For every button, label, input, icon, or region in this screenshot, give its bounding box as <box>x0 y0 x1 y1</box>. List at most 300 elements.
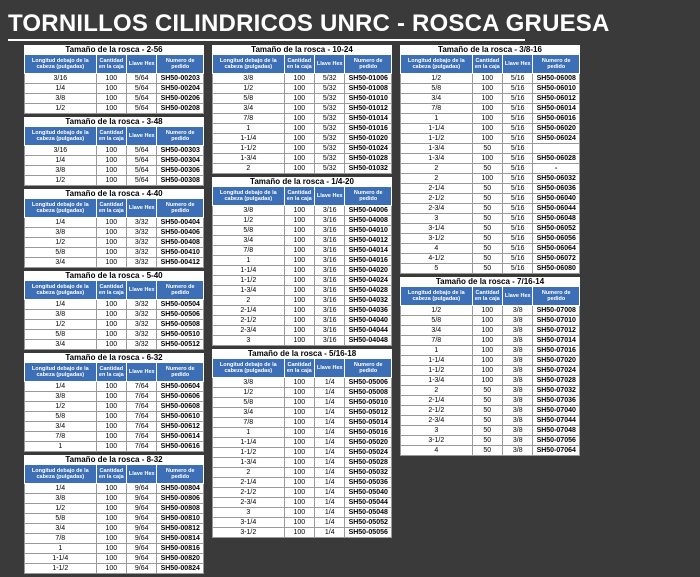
cell-part-number: SH50-04010 <box>345 226 392 236</box>
cell-part-number: SH50-04016 <box>345 256 392 266</box>
cell-quantity: 50 <box>472 194 502 204</box>
cell-hex-key: 5/16 <box>503 184 533 194</box>
table-row <box>213 276 392 286</box>
cell-hex-key: 3/16 <box>315 206 345 216</box>
cell-length: 1 <box>401 114 473 124</box>
cell-part-number: SH50-05032 <box>345 468 392 478</box>
cell-quantity: 100 <box>96 564 126 574</box>
cell-hex-key: 1/4 <box>315 528 345 538</box>
cell-length: 4-1/2 <box>401 254 473 264</box>
cell-quantity: 100 <box>96 258 126 268</box>
cell-hex-key: 5/32 <box>315 114 345 124</box>
cell-hex-key: 5/16 <box>503 164 533 174</box>
cell-part-number: SH50-00824 <box>157 564 204 574</box>
cell-length: 1-1/4 <box>213 134 285 144</box>
cell-length: 3-1/4 <box>401 224 473 234</box>
cell-quantity: 50 <box>472 446 502 456</box>
cell-length: 3-1/4 <box>213 518 285 528</box>
cell-hex-key: 5/32 <box>315 94 345 104</box>
cell-hex-key: 3/8 <box>503 336 533 346</box>
table-row <box>25 156 204 166</box>
header-part-number: Numero de pedido <box>157 363 204 382</box>
cell-length: 2-1/2 <box>401 406 473 416</box>
cell-hex-key: 3/32 <box>127 238 157 248</box>
cell-length: 1/4 <box>25 84 97 94</box>
cell-part-number: SH50-07056 <box>533 436 580 446</box>
cell-length: 3/8 <box>25 94 97 104</box>
cell-length: 4 <box>401 446 473 456</box>
cell-length: 3 <box>213 508 285 518</box>
cell-quantity: 100 <box>96 422 126 432</box>
cell-length: 1-1/2 <box>213 276 285 286</box>
table-row <box>213 498 392 508</box>
cell-part-number: SH50-00308 <box>157 176 204 186</box>
table-row <box>213 164 392 174</box>
cell-length: 3/16 <box>25 146 97 156</box>
cell-part-number: SH50-05008 <box>345 388 392 398</box>
cell-hex-key: 5/64 <box>127 94 157 104</box>
cell-quantity: 100 <box>284 528 314 538</box>
cell-length: 3/8 <box>25 228 97 238</box>
cell-hex-key: 5/16 <box>503 234 533 244</box>
table-row <box>401 416 580 426</box>
table-row <box>213 216 392 226</box>
header-quantity: Cantidad en la caja <box>96 363 126 382</box>
table-row <box>25 484 204 494</box>
table-row <box>401 94 580 104</box>
cell-length: 1/4 <box>25 484 97 494</box>
cell-length: 3 <box>401 426 473 436</box>
header-part-number: Numero de pedido <box>157 465 204 484</box>
cell-quantity: 100 <box>96 340 126 350</box>
cell-hex-key: 3/8 <box>503 406 533 416</box>
cell-part-number: SH50-00808 <box>157 504 204 514</box>
cell-part-number: SH50-04006 <box>345 206 392 216</box>
cell-length: 1-1/2 <box>401 366 473 376</box>
cell-length: 5/8 <box>213 226 285 236</box>
header-quantity: Cantidad en la caja <box>96 127 126 146</box>
table-row <box>25 382 204 392</box>
table-row <box>401 436 580 446</box>
table-row <box>25 248 204 258</box>
table-row <box>25 104 204 114</box>
cell-hex-key: 1/4 <box>315 408 345 418</box>
cell-part-number: SH50-00508 <box>157 320 204 330</box>
cell-hex-key: 3/8 <box>503 306 533 316</box>
cell-length: 1-1/4 <box>25 554 97 564</box>
header-part-number: Numero de pedido <box>533 287 580 306</box>
cell-hex-key: 5/32 <box>315 104 345 114</box>
table-row <box>401 134 580 144</box>
cell-hex-key: 5/16 <box>503 264 533 274</box>
thread-size-title: Tamaño de la rosca - 3/8-16 <box>401 45 580 55</box>
cell-hex-key: 3/16 <box>315 266 345 276</box>
cell-quantity: 100 <box>284 94 314 104</box>
cell-part-number: SH50-06036 <box>533 184 580 194</box>
cell-quantity: 100 <box>472 336 502 346</box>
cell-length: 3/8 <box>213 378 285 388</box>
cell-part-number: SH50-06012 <box>533 94 580 104</box>
cell-part-number: SH50-06048 <box>533 214 580 224</box>
cell-quantity: 100 <box>96 84 126 94</box>
cell-length: 1 <box>213 428 285 438</box>
cell-quantity: 100 <box>472 376 502 386</box>
table-row <box>213 94 392 104</box>
cell-hex-key: 3/8 <box>503 376 533 386</box>
cell-hex-key: 1/4 <box>315 468 345 478</box>
cell-part-number: SH50-00504 <box>157 300 204 310</box>
cell-quantity: 100 <box>96 514 126 524</box>
cell-part-number: SH50-05040 <box>345 488 392 498</box>
cell-quantity: 100 <box>284 296 314 306</box>
cell-length: 1-1/2 <box>213 448 285 458</box>
cell-hex-key: 3/32 <box>127 330 157 340</box>
cell-part-number: SH50-00610 <box>157 412 204 422</box>
table-row <box>213 316 392 326</box>
cell-length: 1/2 <box>213 388 285 398</box>
cell-hex-key: 5/64 <box>127 166 157 176</box>
cell-part-number: SH50-05016 <box>345 428 392 438</box>
table-row <box>25 84 204 94</box>
cell-length: 7/8 <box>25 534 97 544</box>
cell-part-number: SH50-07024 <box>533 366 580 376</box>
cell-quantity: 100 <box>96 310 126 320</box>
cell-quantity: 100 <box>284 498 314 508</box>
cell-quantity: 100 <box>284 134 314 144</box>
thread-size-table <box>400 45 580 274</box>
cell-hex-key: 3/32 <box>127 248 157 258</box>
cell-hex-key: 3/16 <box>315 306 345 316</box>
table-row <box>213 378 392 388</box>
cell-part-number: SH50-04012 <box>345 236 392 246</box>
table-row <box>213 468 392 478</box>
cell-quantity: 50 <box>472 244 502 254</box>
cell-quantity: 100 <box>96 94 126 104</box>
thread-size-table <box>24 45 204 114</box>
cell-quantity: 50 <box>472 214 502 224</box>
cell-part-number: SH50-00816 <box>157 544 204 554</box>
cell-length: 1-3/4 <box>213 154 285 164</box>
table-row <box>401 234 580 244</box>
cell-part-number: SH50-00614 <box>157 432 204 442</box>
cell-part-number: SH50-06052 <box>533 224 580 234</box>
table-row <box>213 518 392 528</box>
cell-part-number: - <box>533 164 580 174</box>
cell-hex-key: 7/64 <box>127 382 157 392</box>
cell-part-number: SH50-05024 <box>345 448 392 458</box>
header-length: Longitud debajo de la cabeza (pulgadas) <box>25 199 97 218</box>
cell-quantity: 100 <box>472 94 502 104</box>
cell-quantity: 100 <box>96 442 126 452</box>
header-quantity: Cantidad en la caja <box>284 55 314 74</box>
cell-quantity: 100 <box>96 238 126 248</box>
cell-length: 1-1/2 <box>213 144 285 154</box>
cell-part-number: SH50-00406 <box>157 228 204 238</box>
table-row <box>401 74 580 84</box>
table-row <box>401 336 580 346</box>
cell-part-number: SH50-06010 <box>533 84 580 94</box>
table-row <box>401 104 580 114</box>
cell-hex-key: 1/4 <box>315 488 345 498</box>
table-row <box>25 310 204 320</box>
cell-part-number: SH50-06040 <box>533 194 580 204</box>
table-row <box>213 296 392 306</box>
cell-hex-key: 3/8 <box>503 446 533 456</box>
cell-length: 1/2 <box>25 176 97 186</box>
cell-quantity: 50 <box>472 396 502 406</box>
cell-hex-key: 5/16 <box>503 134 533 144</box>
thread-size-table <box>24 189 204 268</box>
cell-length: 3/8 <box>25 392 97 402</box>
cell-hex-key: 5/32 <box>315 154 345 164</box>
cell-quantity: 100 <box>472 346 502 356</box>
cell-part-number: SH50-06028 <box>533 154 580 164</box>
cell-length: 1/4 <box>25 382 97 392</box>
table-row <box>213 336 392 346</box>
cell-quantity: 100 <box>284 84 314 94</box>
table-row <box>213 528 392 538</box>
cell-length: 3/4 <box>25 258 97 268</box>
header-length: Longitud debajo de la cabeza (pulgadas) <box>25 127 97 146</box>
cell-hex-key: 3/8 <box>503 396 533 406</box>
cell-quantity: 100 <box>96 392 126 402</box>
table-row <box>213 286 392 296</box>
cell-part-number: SH50-05036 <box>345 478 392 488</box>
cell-length: 3/16 <box>25 74 97 84</box>
thread-size-title: Tamaño de la rosca - 1/4-20 <box>213 177 392 187</box>
cell-part-number: SH50-00304 <box>157 156 204 166</box>
cell-length: 1-3/4 <box>213 458 285 468</box>
cell-length: 2-1/4 <box>213 306 285 316</box>
cell-hex-key: 9/64 <box>127 554 157 564</box>
cell-hex-key: 5/16 <box>503 174 533 184</box>
cell-part-number: SH50-06080 <box>533 264 580 274</box>
cell-part-number: SH50-00204 <box>157 84 204 94</box>
cell-hex-key: 3/32 <box>127 258 157 268</box>
cell-length: 1/4 <box>25 300 97 310</box>
table-row <box>25 564 204 574</box>
cell-length: 5/8 <box>25 330 97 340</box>
cell-part-number: SH50-07014 <box>533 336 580 346</box>
cell-quantity: 100 <box>96 554 126 564</box>
table-row <box>25 300 204 310</box>
header-hex-key: Llave Hex <box>127 199 157 218</box>
thread-size-table <box>212 349 392 538</box>
table-row <box>213 144 392 154</box>
table-row <box>25 218 204 228</box>
cell-quantity: 100 <box>96 166 126 176</box>
cell-quantity: 100 <box>284 236 314 246</box>
table-row <box>401 316 580 326</box>
thread-size-table <box>24 271 204 350</box>
cell-part-number: SH50-01028 <box>345 154 392 164</box>
cell-length: 2 <box>213 164 285 174</box>
cell-length: 1-1/4 <box>213 266 285 276</box>
table-row <box>25 228 204 238</box>
cell-part-number: SH50-04044 <box>345 326 392 336</box>
cell-quantity: 100 <box>96 382 126 392</box>
header-part-number: Numero de pedido <box>157 55 204 74</box>
cell-hex-key: 5/32 <box>315 124 345 134</box>
cell-hex-key: 5/16 <box>503 204 533 214</box>
cell-quantity: 50 <box>472 386 502 396</box>
cell-quantity: 100 <box>472 366 502 376</box>
cell-hex-key: 3/8 <box>503 346 533 356</box>
cell-part-number: SH50-07040 <box>533 406 580 416</box>
cell-part-number: SH50-01014 <box>345 114 392 124</box>
cell-hex-key: 5/32 <box>315 164 345 174</box>
cell-hex-key: 5/16 <box>503 124 533 134</box>
cell-hex-key: 5/16 <box>503 114 533 124</box>
cell-quantity: 100 <box>96 402 126 412</box>
thread-size-title: Tamaño de la rosca - 4-40 <box>25 189 204 199</box>
cell-hex-key: 5/32 <box>315 134 345 144</box>
table-row <box>401 184 580 194</box>
header-quantity: Cantidad en la caja <box>472 55 502 74</box>
table-row <box>25 176 204 186</box>
cell-length: 5/8 <box>25 248 97 258</box>
cell-length: 1-3/4 <box>213 286 285 296</box>
cell-part-number: SH50-06056 <box>533 234 580 244</box>
cell-part-number <box>533 144 580 154</box>
cell-length: 1-1/4 <box>401 356 473 366</box>
cell-length: 2-3/4 <box>401 204 473 214</box>
cell-hex-key: 9/64 <box>127 504 157 514</box>
cell-quantity: 100 <box>96 156 126 166</box>
table-row <box>25 166 204 176</box>
cell-part-number: SH50-00203 <box>157 74 204 84</box>
cell-hex-key: 5/64 <box>127 146 157 156</box>
cell-quantity: 100 <box>96 228 126 238</box>
thread-size-title: Tamaño de la rosca - 6-32 <box>25 353 204 363</box>
cell-quantity: 100 <box>472 74 502 84</box>
header-part-number: Numero de pedido <box>157 127 204 146</box>
cell-hex-key: 3/32 <box>127 300 157 310</box>
cell-part-number: SH50-05052 <box>345 518 392 528</box>
header-length: Longitud debajo de la cabeza (pulgadas) <box>25 55 97 74</box>
cell-hex-key: 5/64 <box>127 74 157 84</box>
cell-quantity: 100 <box>284 74 314 84</box>
cell-part-number: SH50-04048 <box>345 336 392 346</box>
cell-part-number: SH50-00408 <box>157 238 204 248</box>
cell-length: 1/2 <box>25 238 97 248</box>
cell-hex-key: 3/16 <box>315 336 345 346</box>
cell-quantity: 100 <box>96 504 126 514</box>
cell-quantity: 100 <box>284 276 314 286</box>
cell-part-number: SH50-01016 <box>345 124 392 134</box>
cell-part-number: SH50-00612 <box>157 422 204 432</box>
header-part-number: Numero de pedido <box>533 55 580 74</box>
cell-quantity: 100 <box>96 534 126 544</box>
cell-length: 2 <box>401 386 473 396</box>
header-part-number: Numero de pedido <box>345 55 392 74</box>
table-row <box>25 554 204 564</box>
cell-part-number: SH50-01032 <box>345 164 392 174</box>
cell-part-number: SH50-04036 <box>345 306 392 316</box>
cell-quantity: 50 <box>472 184 502 194</box>
cell-part-number: SH50-07008 <box>533 306 580 316</box>
cell-hex-key: 3/8 <box>503 386 533 396</box>
thread-size-title: Tamaño de la rosca - 2-56 <box>25 45 204 55</box>
cell-quantity: 100 <box>284 306 314 316</box>
thread-size-title: Tamaño de la rosca - 5-40 <box>25 271 204 281</box>
cell-hex-key: 3/16 <box>315 236 345 246</box>
cell-length: 3/4 <box>25 524 97 534</box>
cell-length: 3-1/2 <box>401 234 473 244</box>
cell-part-number: SH50-04014 <box>345 246 392 256</box>
cell-length: 3/8 <box>213 206 285 216</box>
table-row <box>213 226 392 236</box>
cell-length: 3/4 <box>401 326 473 336</box>
cell-part-number: SH50-06024 <box>533 134 580 144</box>
cell-part-number: SH50-00208 <box>157 104 204 114</box>
cell-length: 1/2 <box>25 320 97 330</box>
cell-length: 5/8 <box>401 316 473 326</box>
cell-hex-key: 3/16 <box>315 226 345 236</box>
header-hex-key: Llave Hex <box>503 55 533 74</box>
cell-hex-key: 1/4 <box>315 388 345 398</box>
cell-quantity: 100 <box>472 306 502 316</box>
cell-part-number: SH50-00810 <box>157 514 204 524</box>
table-row <box>401 114 580 124</box>
cell-length: 1-1/2 <box>401 134 473 144</box>
table-column-2 <box>212 45 392 541</box>
header-hex-key: Llave Hex <box>503 287 533 306</box>
cell-hex-key: 1/4 <box>315 448 345 458</box>
cell-length: 7/8 <box>401 336 473 346</box>
table-row <box>401 84 580 94</box>
cell-length: 1 <box>401 346 473 356</box>
header-length: Longitud debajo de la cabeza (pulgadas) <box>213 359 285 378</box>
cell-quantity: 100 <box>472 124 502 134</box>
cell-part-number: SH50-07010 <box>533 316 580 326</box>
cell-length: 1 <box>213 124 285 134</box>
cell-length: 2 <box>401 174 473 184</box>
cell-quantity: 100 <box>284 266 314 276</box>
cell-part-number: SH50-07032 <box>533 386 580 396</box>
cell-length: 2-1/4 <box>401 184 473 194</box>
table-row <box>25 494 204 504</box>
cell-hex-key: 3/8 <box>503 326 533 336</box>
cell-hex-key: 9/64 <box>127 484 157 494</box>
cell-length: 7/8 <box>25 432 97 442</box>
cell-quantity: 100 <box>284 408 314 418</box>
header-hex-key: Llave Hex <box>127 127 157 146</box>
cell-hex-key: 3/8 <box>503 436 533 446</box>
cell-quantity: 100 <box>284 478 314 488</box>
thread-size-title: Tamaño de la rosca - 3-48 <box>25 117 204 127</box>
thread-size-title: Tamaño de la rosca - 8-32 <box>25 455 204 465</box>
thread-size-table <box>212 177 392 346</box>
table-column-3 <box>400 45 580 459</box>
table-row <box>401 164 580 174</box>
cell-hex-key: 3/16 <box>315 326 345 336</box>
cell-quantity: 100 <box>96 544 126 554</box>
cell-hex-key: 5/16 <box>503 194 533 204</box>
cell-hex-key: 1/4 <box>315 518 345 528</box>
cell-quantity: 100 <box>284 216 314 226</box>
cell-part-number: SH50-05048 <box>345 508 392 518</box>
cell-quantity: 100 <box>284 326 314 336</box>
cell-quantity: 100 <box>96 484 126 494</box>
cell-quantity: 100 <box>96 104 126 114</box>
cell-hex-key: 9/64 <box>127 494 157 504</box>
cell-hex-key: 5/64 <box>127 104 157 114</box>
table-row <box>401 174 580 184</box>
cell-hex-key: 5/64 <box>127 156 157 166</box>
header-hex-key: Llave Hex <box>127 465 157 484</box>
table-row <box>213 508 392 518</box>
